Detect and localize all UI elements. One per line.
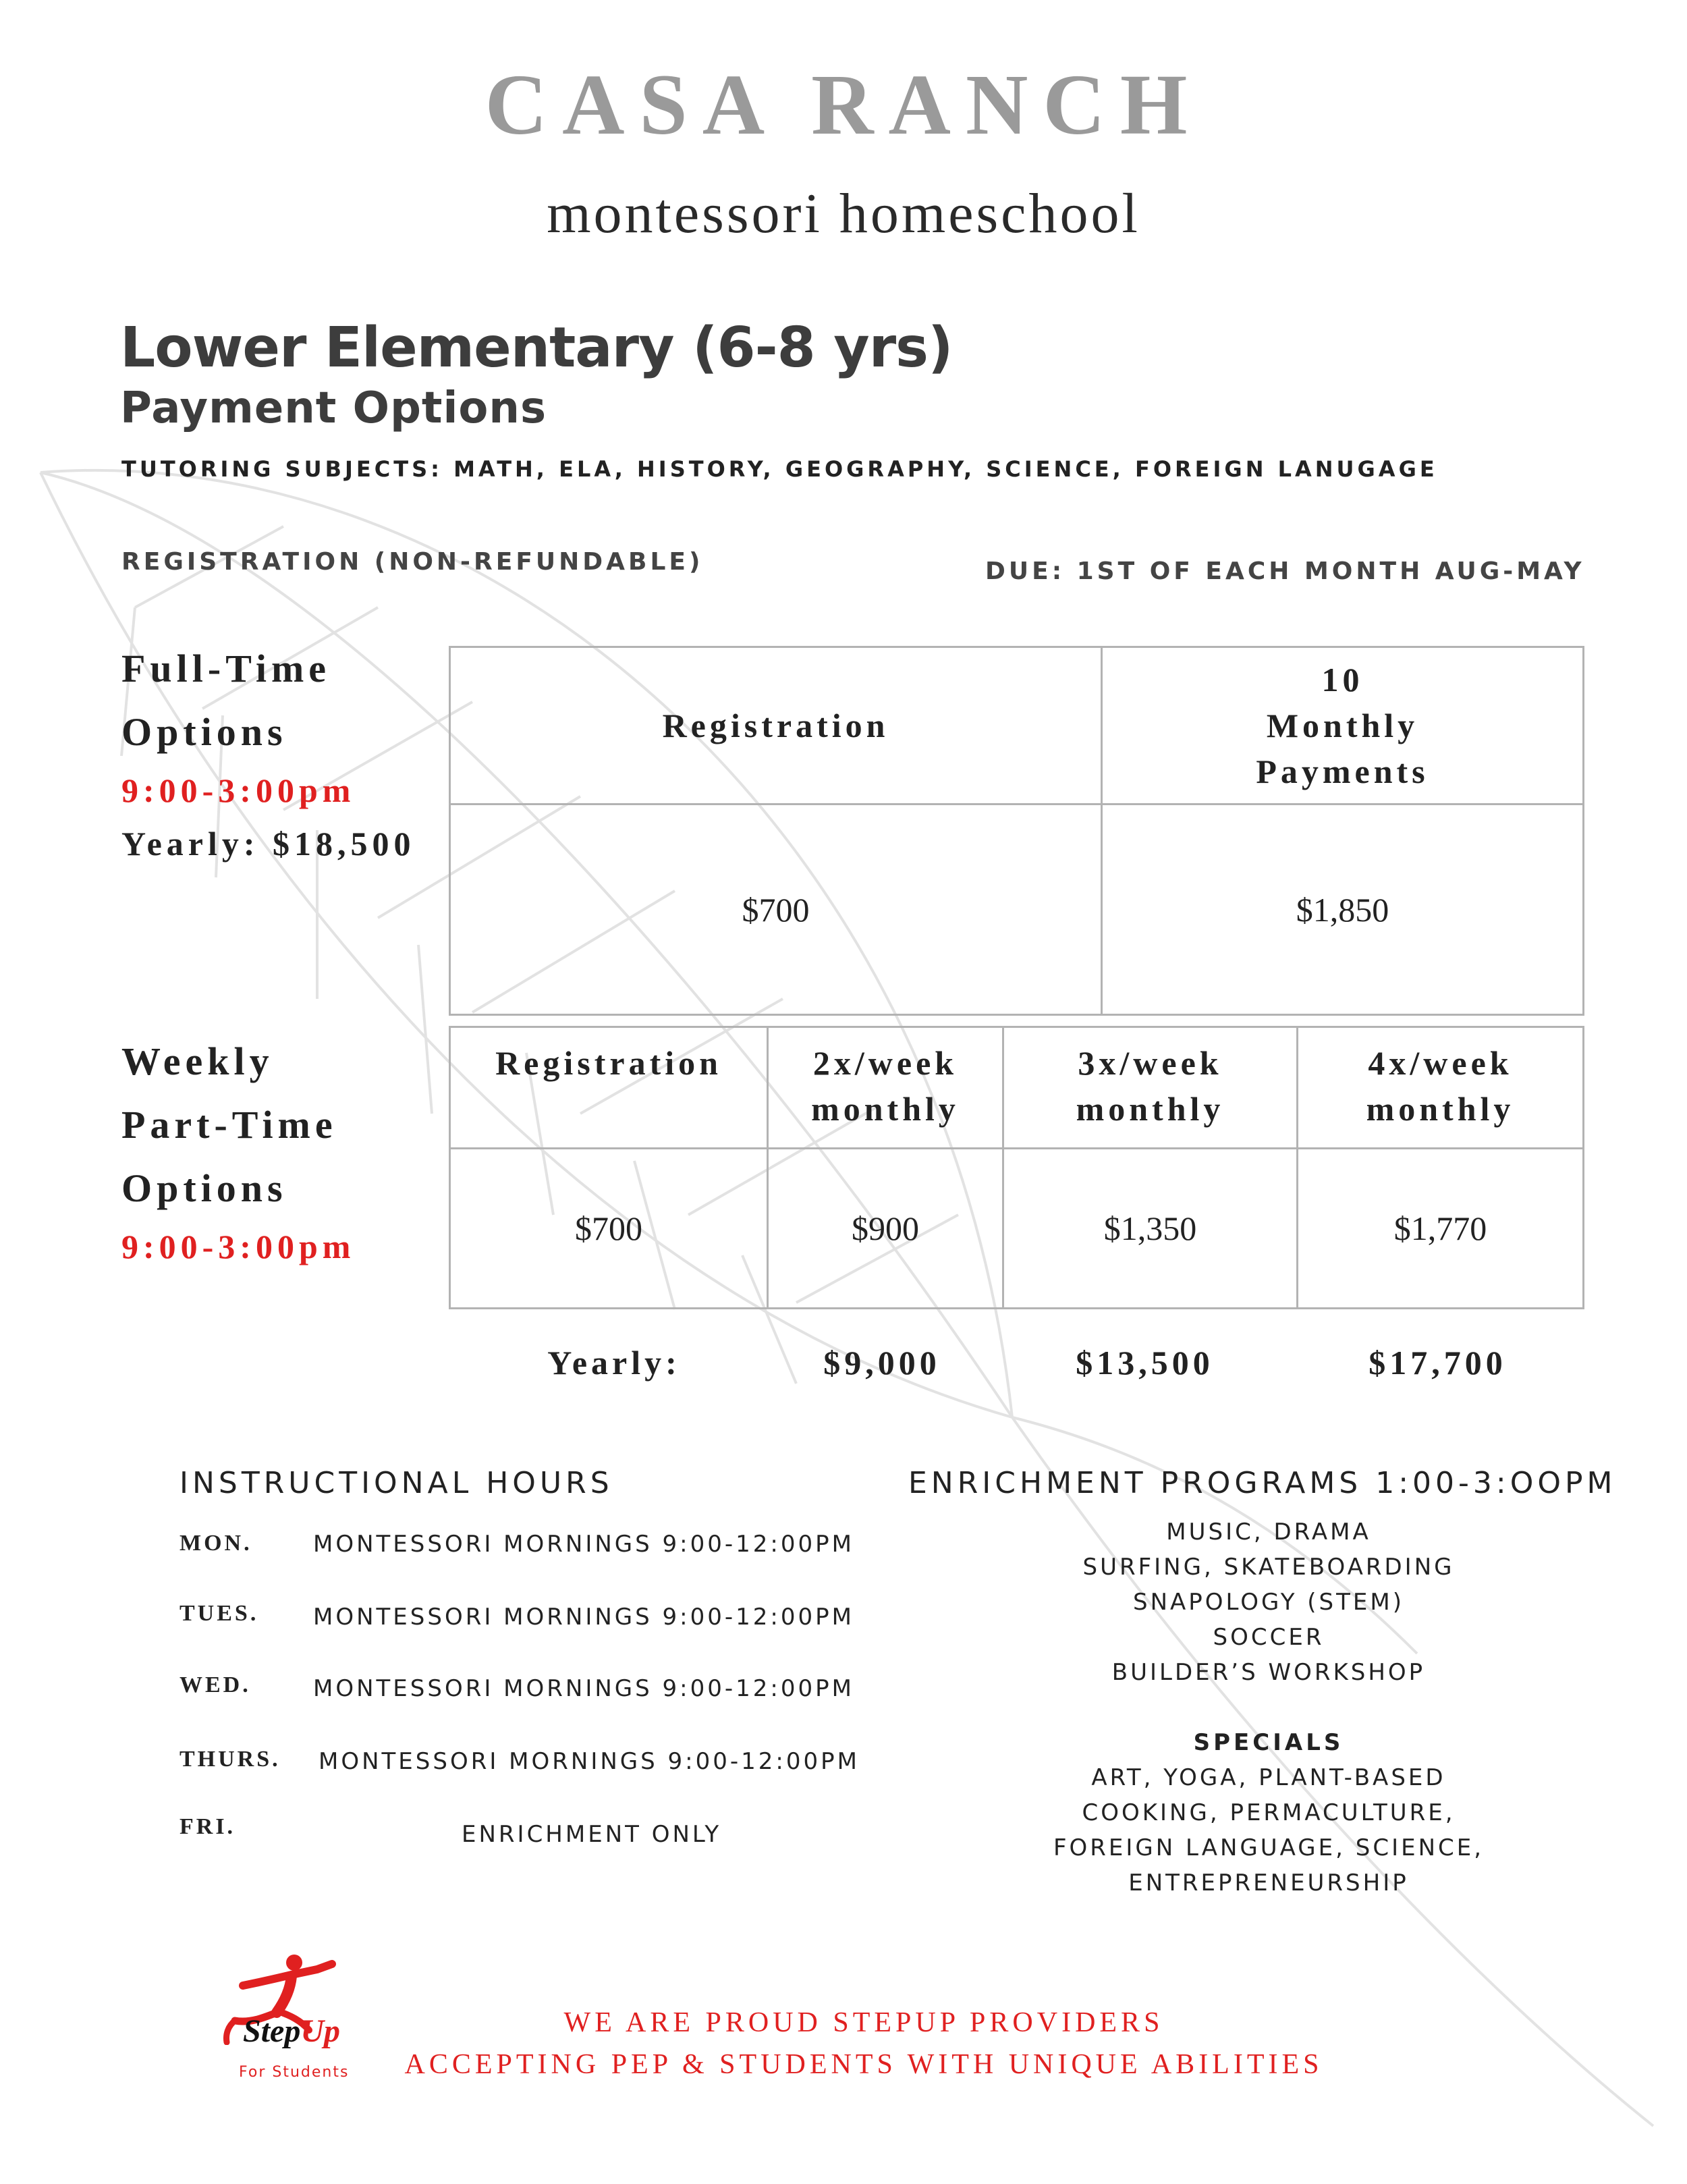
specials-item: COOKING, PERMACULTURE,	[1082, 1799, 1456, 1826]
part-time-label-line2: Part-Time	[121, 1103, 337, 1147]
full-time-label-line2: Options	[121, 710, 287, 754]
part-time-3x-value: $1,350	[1003, 1149, 1298, 1309]
full-time-table	[449, 646, 1584, 1016]
part-time-label-line1: Weekly	[121, 1039, 274, 1083]
schedule-day-thurs: THURS.	[179, 1747, 281, 1772]
part-time-yearly-3x: $13,500	[1076, 1344, 1214, 1382]
part-time-yearly-4x: $17,700	[1368, 1344, 1507, 1382]
part-time-label-line3: Options	[121, 1166, 287, 1210]
footer-message	[378, 2002, 1350, 2085]
part-time-label	[121, 1030, 355, 1273]
part-time-registration-value: $700	[450, 1149, 768, 1309]
specials-item: ENTREPRENEURSHIP	[1128, 1869, 1409, 1896]
due-note: DUE: 1ST OF EACH MONTH AUG-MAY	[985, 557, 1585, 585]
enrichment-program: BUILDER’S WORKSHOP	[1111, 1659, 1426, 1686]
page-title: Lower Elementary (6-8 yrs)	[120, 316, 953, 380]
full-time-header-monthly-line3: Payments	[1256, 753, 1429, 790]
part-time-hours: 9:00-3:00pm	[121, 1228, 356, 1265]
stepup-wordmark	[243, 2013, 340, 2050]
brand-subtitle: montessori homeschool	[547, 182, 1140, 245]
schedule-text-wed: MONTESSORI MORNINGS 9:00-12:00PM	[313, 1675, 854, 1702]
enrichment-program: SOCCER	[1213, 1624, 1325, 1651]
schedule-day-mon: MON.	[179, 1531, 252, 1556]
brand-title: CASA RANCH	[485, 57, 1202, 153]
full-time-header-monthly-line1: 10	[1321, 661, 1364, 699]
stepup-tagline: For Students	[239, 2064, 350, 2081]
stepup-logo	[216, 1950, 371, 2085]
full-time-label-line1: Full-Time	[121, 647, 331, 690]
schedule-text-tues: MONTESSORI MORNINGS 9:00-12:00PM	[313, 1604, 854, 1631]
part-time-header-2x	[768, 1027, 1003, 1149]
specials-item: ART, YOGA, PLANT-BASED	[1091, 1764, 1446, 1791]
registration-note: REGISTRATION (NON-REFUNDABLE)	[121, 548, 704, 576]
enrichment-program: SNAPOLOGY (STEM)	[1133, 1589, 1404, 1616]
full-time-registration-value: $700	[450, 804, 1102, 1015]
part-time-header-4x	[1298, 1027, 1584, 1149]
specials-list	[999, 1760, 1539, 1901]
part-time-header-4x-line1: 4x/week	[1368, 1044, 1513, 1082]
full-time-yearly: Yearly: $18,500	[121, 825, 416, 863]
part-time-header-registration	[450, 1027, 768, 1149]
schedule-text-fri: ENRICHMENT ONLY	[462, 1821, 722, 1848]
specials-title: SPECIALS	[1193, 1729, 1344, 1756]
full-time-monthly-value: $1,850	[1102, 804, 1584, 1015]
enrichment-title: ENRICHMENT PROGRAMS 1:00-3:OOPM	[908, 1466, 1617, 1500]
part-time-header-2x-line2: monthly	[811, 1090, 960, 1128]
stepup-wordmark-step: Step	[243, 2013, 301, 2049]
part-time-header-2x-line1: 2x/week	[812, 1044, 958, 1082]
schedule-text-mon: MONTESSORI MORNINGS 9:00-12:00PM	[313, 1531, 854, 1558]
enrichment-program: SURFING, SKATEBOARDING	[1082, 1554, 1455, 1581]
part-time-yearly-label: Yearly:	[547, 1344, 681, 1382]
enrichment-program: MUSIC, DRAMA	[1166, 1519, 1371, 1546]
part-time-header-3x-line2: monthly	[1076, 1090, 1225, 1128]
part-time-header-3x-line1: 3x/week	[1078, 1044, 1223, 1082]
specials-item: FOREIGN LANGUAGE, SCIENCE,	[1053, 1834, 1485, 1861]
footer-line2: ACCEPTING PEP & STUDENTS WITH UNIQUE ABILITIES	[404, 2049, 1323, 2080]
footer-line1: WE ARE PROUD STEPUP PROVIDERS	[563, 2007, 1164, 2038]
full-time-header-monthly	[1102, 647, 1584, 804]
full-time-header-monthly-line2: Monthly	[1266, 707, 1419, 744]
instructional-hours-title: INSTRUCTIONAL HOURS	[179, 1466, 613, 1500]
part-time-2x-value: $900	[768, 1149, 1003, 1309]
schedule-text-thurs: MONTESSORI MORNINGS 9:00-12:00PM	[319, 1748, 860, 1775]
part-time-header-3x	[1003, 1027, 1298, 1149]
page-subtitle: Payment Options	[120, 383, 547, 433]
part-time-4x-value: $1,770	[1298, 1149, 1584, 1309]
stepup-wordmark-up: Up	[300, 2013, 341, 2049]
schedule-day-fri: FRI.	[179, 1814, 236, 1839]
full-time-header-registration: Registration	[450, 647, 1102, 804]
full-time-label	[121, 637, 416, 871]
part-time-header-4x-line2: monthly	[1366, 1090, 1515, 1128]
tutoring-subjects: TUTORING SUBJECTS: MATH, ELA, HISTORY, GEOGRAPHY, SCIENCE, FOREIGN LANUGAGE	[121, 456, 1438, 482]
schedule-day-tues: TUES.	[179, 1601, 259, 1626]
part-time-table	[449, 1026, 1584, 1309]
part-time-yearly-2x: $9,000	[823, 1344, 941, 1382]
full-time-hours: 9:00-3:00pm	[121, 771, 356, 809]
enrichment-programs	[999, 1514, 1539, 1690]
schedule-day-wed: WED.	[179, 1672, 251, 1697]
part-time-header-registration-line1: Registration	[495, 1044, 722, 1082]
